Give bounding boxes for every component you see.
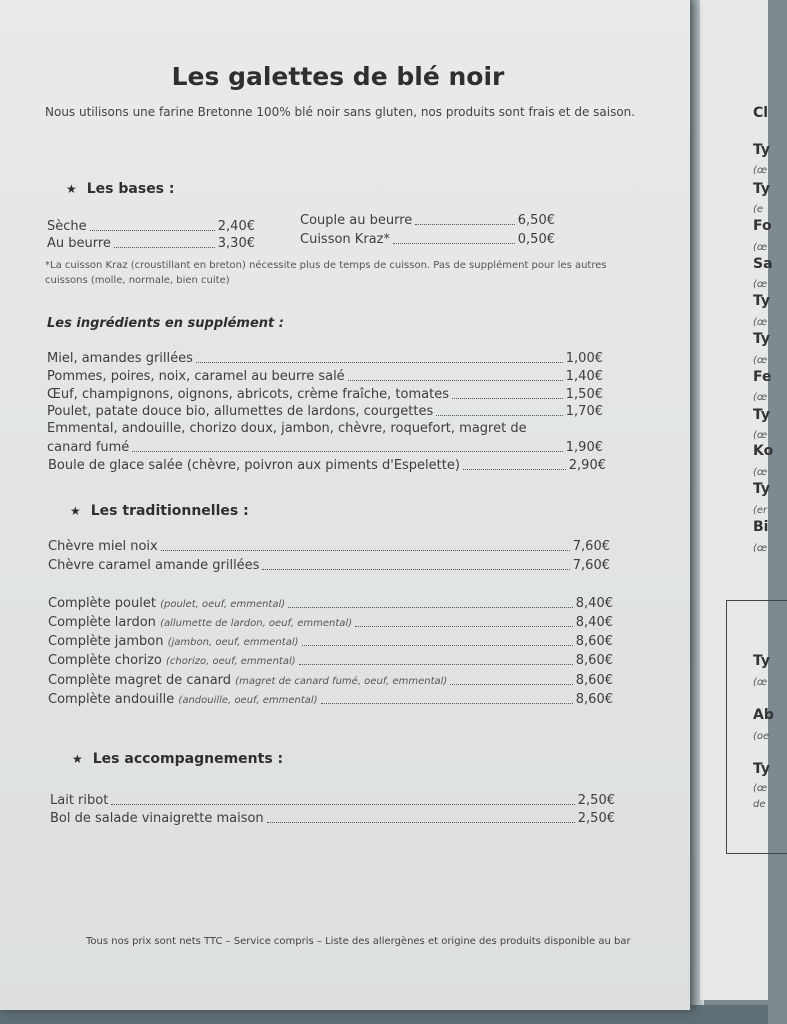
item-name bbox=[48, 596, 285, 611]
item-price: 6,50€ bbox=[517, 213, 555, 228]
item-title: Complète poulet bbox=[48, 596, 156, 611]
section-heading-label: Les bases : bbox=[86, 181, 175, 197]
dot-leader bbox=[111, 803, 574, 805]
item-price: 1,70€ bbox=[565, 404, 603, 419]
dot-leader bbox=[299, 663, 573, 665]
dot-leader bbox=[415, 223, 515, 225]
item-price: 1,50€ bbox=[565, 387, 603, 402]
item-title: Complète chorizo bbox=[48, 653, 162, 668]
adjacent-item-detail: (er bbox=[753, 505, 768, 516]
section-heading-accompagnements bbox=[72, 751, 283, 767]
section-heading-supplements: Les ingrédients en supplément : bbox=[47, 316, 284, 331]
dot-leader bbox=[114, 246, 215, 248]
item-price: 7,60€ bbox=[572, 558, 610, 573]
dot-leader bbox=[450, 683, 572, 685]
menu-row bbox=[48, 692, 613, 707]
adjacent-item: Ty bbox=[753, 331, 771, 347]
item-name bbox=[48, 673, 447, 688]
adjacent-item: Cl bbox=[753, 105, 769, 121]
item-title: Complète lardon bbox=[48, 615, 156, 630]
item-detail: (jambon, oeuf, emmental) bbox=[167, 637, 299, 648]
section-heading-bases bbox=[66, 181, 175, 197]
item-price: 8,40€ bbox=[575, 596, 613, 611]
cooking-note: *La cuisson Kraz (croustillant en breton) nécessite plus de temps de cuisson. Pas de supplément pour les autres cuissons (molle, normale, bien cuite) bbox=[45, 260, 607, 286]
item-price: 8,60€ bbox=[575, 692, 613, 707]
item-name: Chèvre caramel amande grillées bbox=[48, 558, 260, 573]
item-price: 1,40€ bbox=[565, 369, 603, 384]
menu-row bbox=[50, 811, 615, 826]
menu-row bbox=[48, 596, 613, 611]
item-name: Chèvre miel noix bbox=[48, 539, 158, 554]
item-price: 2,50€ bbox=[577, 793, 615, 808]
item-name bbox=[48, 615, 352, 630]
menu-row-first-line: Emmental, andouille, chorizo doux, jambon, chèvre, roquefort, magret de bbox=[47, 421, 527, 436]
item-detail: (chorizo, oeuf, emmental) bbox=[166, 656, 296, 667]
adjacent-item: Ty bbox=[753, 407, 771, 423]
item-title: Complète andouille bbox=[48, 692, 175, 707]
adjacent-item-detail: (œ bbox=[753, 279, 768, 290]
item-detail: (magret de canard fumé, oeuf, emmental) bbox=[235, 676, 448, 687]
item-detail: (andouille, oeuf, emmental) bbox=[178, 695, 318, 706]
adjacent-item: Ty bbox=[753, 653, 771, 669]
menu-row bbox=[47, 351, 603, 366]
item-price: 8,60€ bbox=[575, 653, 613, 668]
dot-leader bbox=[321, 702, 573, 704]
item-name: Pommes, poires, noix, caramel au beurre salé bbox=[47, 369, 345, 384]
item-price: 1,00€ bbox=[565, 351, 603, 366]
adjacent-item: Fe bbox=[753, 369, 772, 385]
menu-row bbox=[48, 653, 613, 668]
dot-leader bbox=[452, 397, 563, 399]
adjacent-menu-page bbox=[700, 0, 774, 1000]
adjacent-item-detail: (œ bbox=[753, 165, 768, 176]
dot-leader bbox=[302, 644, 573, 646]
adjacent-item: Bi bbox=[753, 519, 769, 535]
dot-leader bbox=[288, 606, 573, 608]
item-price: 2,50€ bbox=[577, 811, 615, 826]
menu-row bbox=[50, 793, 615, 808]
menu-row bbox=[48, 634, 613, 649]
page-title: Les galettes de blé noir bbox=[171, 62, 505, 91]
item-name: Œuf, champignons, oignons, abricots, crème fraîche, tomates bbox=[47, 387, 449, 402]
adjacent-item-detail: (œ bbox=[753, 430, 768, 441]
item-name: canard fumé bbox=[47, 440, 130, 455]
item-price: 2,40€ bbox=[217, 219, 255, 234]
menu-row bbox=[300, 213, 555, 228]
item-price: 3,30€ bbox=[217, 236, 255, 251]
adjacent-item: Ty bbox=[753, 142, 771, 158]
item-name: Couple au beurre bbox=[300, 213, 413, 228]
item-name bbox=[48, 692, 318, 707]
item-price: 8,60€ bbox=[575, 634, 613, 649]
section-heading-traditionnelles bbox=[70, 503, 249, 519]
adjacent-item-detail: (œ bbox=[753, 355, 768, 366]
dot-leader bbox=[436, 414, 563, 416]
item-name: Boule de glace salée (chèvre, poivron aux piments d'Espelette) bbox=[48, 458, 460, 473]
adjacent-item-detail: (œ bbox=[753, 392, 768, 403]
menu-row bbox=[48, 673, 613, 688]
adjacent-item-detail: (œ bbox=[753, 242, 768, 253]
adjacent-item: Sa bbox=[753, 256, 773, 272]
dot-leader bbox=[90, 229, 215, 231]
item-price: 2,90€ bbox=[568, 458, 606, 473]
adjacent-item-detail: de bbox=[753, 799, 766, 810]
dot-leader bbox=[262, 568, 569, 570]
adjacent-item-detail: (œ bbox=[753, 543, 768, 554]
item-name bbox=[48, 634, 299, 649]
star-icon: ★ bbox=[66, 182, 77, 196]
adjacent-item-detail: (oe bbox=[753, 731, 770, 742]
adjacent-item-detail: (œ bbox=[753, 677, 768, 688]
adjacent-item-detail: (œ bbox=[753, 467, 768, 478]
item-name: Cuisson Kraz* bbox=[300, 232, 390, 247]
adjacent-item-detail: (œ bbox=[753, 783, 768, 794]
item-price: 8,40€ bbox=[575, 615, 613, 630]
dot-leader bbox=[132, 450, 562, 452]
adjacent-item: Ty bbox=[753, 181, 771, 197]
star-icon: ★ bbox=[72, 752, 83, 766]
menu-row bbox=[300, 232, 555, 247]
item-price: 8,60€ bbox=[575, 673, 613, 688]
adjacent-item-detail: (e bbox=[753, 204, 764, 215]
menu-row bbox=[47, 219, 255, 234]
menu-row bbox=[47, 440, 603, 455]
menu-row bbox=[47, 404, 603, 419]
item-name bbox=[48, 653, 296, 668]
adjacent-item: Ty bbox=[753, 481, 771, 497]
item-detail: (allumette de lardon, oeuf, emmental) bbox=[160, 618, 353, 629]
section-heading-label: Les accompagnements : bbox=[92, 751, 284, 767]
menu-row bbox=[48, 458, 606, 473]
item-price: 1,90€ bbox=[565, 440, 603, 455]
menu-row bbox=[47, 369, 603, 384]
menu-row bbox=[48, 539, 610, 554]
item-price: 0,50€ bbox=[517, 232, 555, 247]
dot-leader bbox=[393, 242, 515, 244]
dot-leader bbox=[355, 625, 573, 627]
item-name: Lait ribot bbox=[50, 793, 109, 808]
dot-leader bbox=[463, 468, 566, 470]
adjacent-item: Ty bbox=[753, 761, 771, 777]
item-name: Bol de salade vinaigrette maison bbox=[50, 811, 264, 826]
item-title: Complète jambon bbox=[48, 634, 164, 649]
menu-row bbox=[48, 558, 610, 573]
dot-leader bbox=[267, 821, 575, 823]
dot-leader bbox=[161, 549, 570, 551]
item-title: Complète magret de canard bbox=[48, 673, 232, 688]
adjacent-item: Ty bbox=[753, 293, 771, 309]
adjacent-item: Ko bbox=[753, 443, 774, 459]
menu-row bbox=[47, 236, 255, 251]
intro-text: Nous utilisons une farine Bretonne 100% blé noir sans gluten, nos produits sont frais et de saison. bbox=[45, 105, 636, 119]
dot-leader bbox=[348, 379, 563, 381]
adjacent-item: Fo bbox=[753, 218, 772, 234]
item-name: Miel, amandes grillées bbox=[47, 351, 193, 366]
item-name: Sèche bbox=[47, 219, 87, 234]
footer-note: Tous nos prix sont nets TTC – Service compris – Liste des allergènes et origine des produits disponible au bar bbox=[86, 936, 631, 947]
item-name: Poulet, patate douce bio, allumettes de lardons, courgettes bbox=[47, 404, 434, 419]
item-detail: (poulet, oeuf, emmental) bbox=[160, 599, 286, 610]
menu-row bbox=[47, 387, 603, 402]
dot-leader bbox=[196, 361, 563, 363]
menu-row bbox=[48, 615, 613, 630]
adjacent-item-detail: (œ bbox=[753, 317, 768, 328]
item-name: Au beurre bbox=[47, 236, 111, 251]
star-icon: ★ bbox=[70, 504, 81, 518]
adjacent-item: Ab bbox=[753, 707, 774, 723]
section-heading-label: Les traditionnelles : bbox=[90, 503, 249, 519]
item-price: 7,60€ bbox=[572, 539, 610, 554]
